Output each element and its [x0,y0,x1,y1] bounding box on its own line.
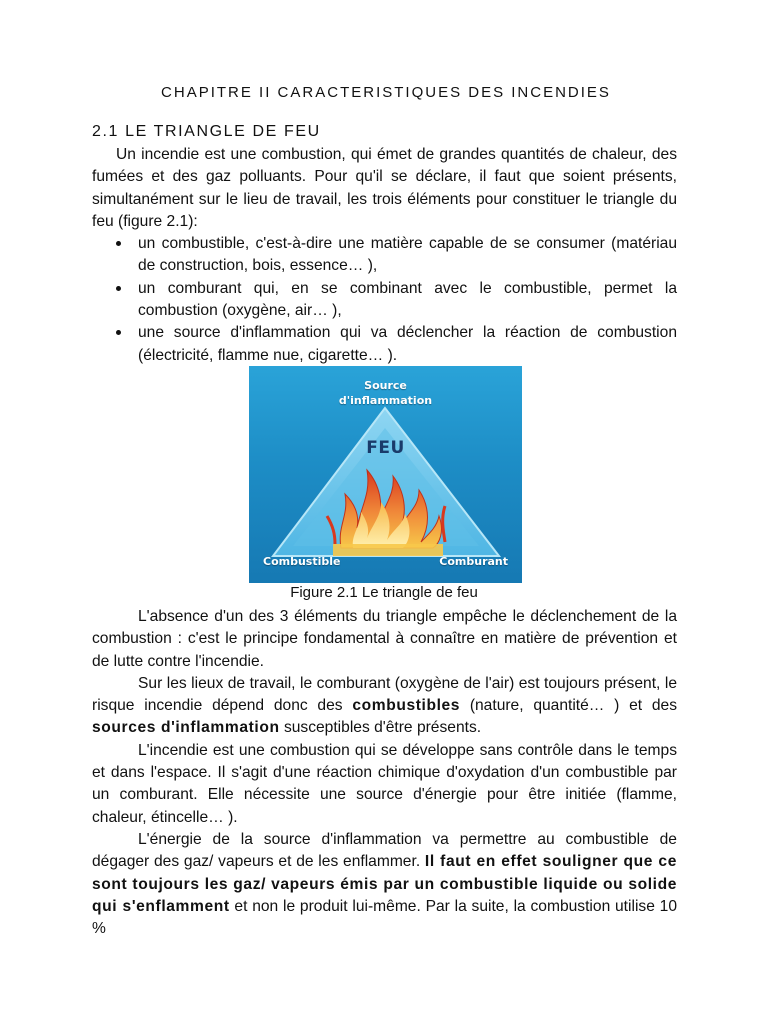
paragraph-2-text-a: Sur les lieux de travail, le comburant (oxygène de l'air) est toujours présent, le risque incendie dépend donc des [92,674,677,715]
figure-caption: Figure 2.1 Le triangle de feu [290,584,478,601]
bullet-icon [116,241,121,246]
paragraph-4-text-a: L'énergie de la source d'inflammation va permettre au combustible de dégager des gaz/ vapeurs et de les enflammer. [92,830,677,871]
paragraph-4-text-c: et non le produit lui-même. Par la suite, la combustion utilise 10 % [92,897,677,938]
paragraph-2-text-c: (nature, quantité… ) et des [460,697,678,715]
paragraph-3: L'incendie est une combustion qui se développe sans contrôle dans le temps et dans l'espace. Il s'agit d'une réaction chimique d'oxydation d'un combustible par un comburant. Elle nécessite une source d'énergie pour être initiée (flamme, chaleur, étincelle… ). [92,741,677,826]
figure-label-feu: FEU [366,438,405,458]
figure-label-combustible: Combustible [263,555,341,568]
paragraph-2-bold-sources: sources d'inflammation [92,719,280,737]
fire-triangle-figure [249,366,522,583]
list-item [92,322,677,367]
chapter-title: CHAPITRE II CARACTERISTIQUES DES INCENDIES [161,84,611,101]
section-title: 2.1 LE TRIANGLE DE FEU [92,123,321,140]
intro-paragraph: Un incendie est une combustion, qui émet de grandes quantités de chaleur, des fumées et des gaz polluants. Pour qu'il se déclare, il faut que soient présents, simultanément sur le lieu de travail, les trois éléments pour constituer le triangle du feu (figure 2.1): [92,146,677,230]
figure-label-source [249,378,522,408]
figure-label-source-line2: d'inflammation [338,394,433,407]
bullet-list [92,233,677,367]
paragraph-2 [92,673,677,740]
paragraph-2-text-e: susceptibles d'être présents. [279,719,482,737]
body-block [92,606,677,940]
figure-label-comburant: Comburant [439,555,508,568]
list-item [92,278,677,323]
paragraph-4 [92,829,677,940]
intro-block [92,144,677,367]
paragraph-2-bold-combustibles: combustibles [352,697,461,715]
list-item-text: une source d'inflammation qui va déclencher la réaction de combustion (électricité, flamme nue, cigarette… ). [138,324,677,364]
list-item-text: un combustible, c'est-à-dire une matière capable de se consumer (matériau de construction, bois, essence… ), [138,235,677,275]
list-item [92,233,677,278]
paragraph-1: L'absence d'un des 3 éléments du triangle empêche le déclenchement de la combustion : c'est le principe fondamental à connaître en matière de prévention et de lutte contre l'incendie. [92,608,677,670]
figure-label-source-line1: Source [364,379,407,392]
bullet-icon [116,286,121,291]
bullet-icon [116,330,121,335]
list-item-text: un comburant qui, en se combinant avec le combustible, permet la combustion (oxygène, air… ), [138,279,677,320]
paragraph-4-bold: Il faut en effet souligner que ce sont toujours les gaz/ vapeurs émis par un combustible liquide ou solide qui s'enflamment [92,853,677,915]
